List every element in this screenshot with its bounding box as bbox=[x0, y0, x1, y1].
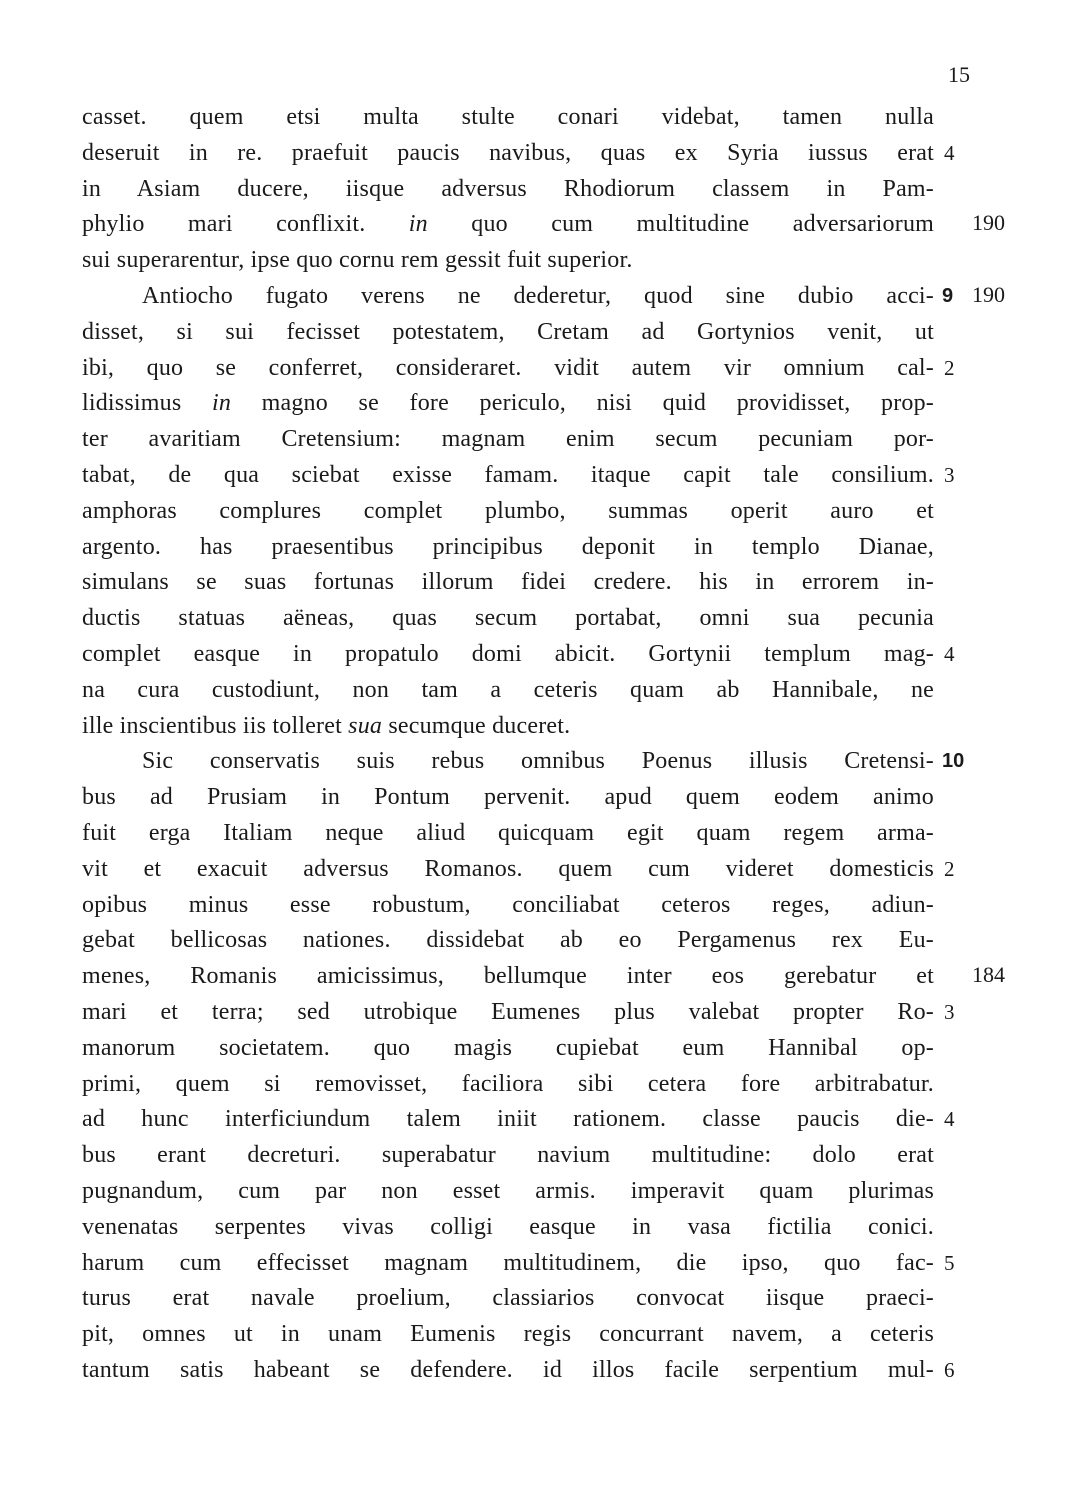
line-text bbox=[82, 1281, 934, 1317]
text-line bbox=[82, 530, 934, 566]
line-segment: ad hunc interficiundum talem iniit rationem. classe paucis die- bbox=[82, 1106, 934, 1133]
text-line bbox=[82, 1281, 934, 1317]
line-text bbox=[82, 1174, 934, 1210]
line-segment: manorum societatem. quo magis cupiebat eum Hannibal op- bbox=[82, 1034, 934, 1061]
line-segment: bus ad Prusiam in Pontum pervenit. apud quem eodem animo bbox=[82, 784, 934, 811]
line-segment: ibi, quo se conferret, consideraret. vidit autem vir omnium cal- bbox=[82, 354, 934, 381]
line-text bbox=[82, 100, 934, 136]
line-segment: casset. quem etsi multa stulte conari videbat, tamen nulla bbox=[82, 104, 934, 130]
text-line bbox=[82, 136, 955, 172]
line-segment: quo cum multitudine adversariorum bbox=[427, 211, 935, 238]
text-line bbox=[82, 780, 934, 816]
line-text bbox=[82, 780, 934, 816]
line-segment: mari et terra; sed utrobique Eumenes plus valebat propter Ro- bbox=[82, 998, 934, 1025]
text-line bbox=[82, 1067, 934, 1103]
line-segment: amphoras complures complet plumbo, summas operit auro et bbox=[82, 497, 934, 524]
chapter-number: 9 bbox=[942, 284, 954, 307]
line-text bbox=[82, 1138, 934, 1174]
line-segment: phylio mari conflixit. bbox=[82, 211, 409, 238]
margin-year: 190 bbox=[972, 281, 1005, 307]
section-number: 3 bbox=[944, 462, 955, 487]
section-number: 6 bbox=[944, 1357, 955, 1382]
line-segment: fuit erga Italiam neque aliud quicquam egit quam regem arma- bbox=[82, 819, 934, 846]
line-text bbox=[82, 136, 934, 172]
text-line bbox=[82, 422, 934, 458]
section-number: 3 bbox=[944, 999, 955, 1024]
text-line bbox=[82, 1031, 934, 1067]
line-text bbox=[82, 315, 934, 351]
text-line bbox=[82, 243, 934, 279]
line-segment: venenatas serpentes vivas colligi easque in vasa fictilia conici. bbox=[82, 1213, 934, 1240]
line-segment: menes, Romanis amicissimus, bellumque inter eos gerebatur et bbox=[82, 963, 934, 990]
line-segment: argento. has praesentibus principibus deponit in templo Dianae, bbox=[82, 533, 934, 560]
line-text bbox=[82, 816, 934, 852]
text-line bbox=[82, 458, 955, 494]
line-segment: deseruit in re. praefuit paucis navibus, quas ex Syria iussus erat bbox=[82, 139, 934, 166]
line-text bbox=[82, 1210, 934, 1246]
text-line bbox=[82, 1353, 955, 1389]
text-line bbox=[82, 565, 934, 601]
line-text bbox=[82, 1102, 934, 1138]
italic-segment: in bbox=[408, 211, 428, 238]
line-segment: na cura custodiunt, non tam a ceteris quam ab Hannibale, ne bbox=[82, 676, 934, 703]
line-text bbox=[82, 243, 934, 279]
italic-segment: sua bbox=[348, 712, 383, 739]
text-line bbox=[82, 1317, 934, 1353]
line-segment: vit et exacuit adversus Romanos. quem cum videret domesticis bbox=[82, 855, 934, 882]
line-segment: tantum satis habeant se defendere. id illos facile serpentium mul- bbox=[82, 1356, 934, 1383]
line-segment: gebat bellicosas nationes. dissidebat ab eo Pergamenus rex Eu- bbox=[82, 927, 934, 954]
line-text bbox=[82, 601, 934, 637]
line-text bbox=[82, 1246, 934, 1282]
text-line bbox=[82, 959, 1005, 995]
line-text bbox=[82, 351, 934, 387]
line-segment: lidissimus bbox=[82, 390, 212, 417]
line-text bbox=[82, 279, 934, 315]
line-segment: disset, si sui fecisset potestatem, Cretam ad Gortynios venit, ut bbox=[82, 318, 934, 345]
line-text bbox=[82, 1317, 934, 1353]
text-line bbox=[82, 816, 934, 852]
margin-year: 184 bbox=[972, 962, 1005, 988]
section-number: 2 bbox=[944, 856, 955, 881]
text-line bbox=[82, 995, 955, 1031]
line-segment: magno se fore periculo, nisi quid providisset, prop- bbox=[231, 390, 934, 417]
line-segment: bus erant decreturi. superabatur navium multitudine: dolo erat bbox=[82, 1142, 934, 1169]
line-text bbox=[82, 995, 934, 1031]
text-line bbox=[82, 744, 965, 780]
line-text bbox=[82, 1067, 934, 1103]
line-text bbox=[82, 207, 934, 243]
line-segment: in Asiam ducere, iisque adversus Rhodiorum classem in Pam- bbox=[82, 175, 934, 202]
text-line bbox=[82, 1138, 934, 1174]
line-text bbox=[82, 923, 934, 959]
line-segment: turus erat navale proelium, classiarios convocat iisque praeci- bbox=[82, 1285, 934, 1312]
text-line bbox=[82, 923, 934, 959]
body-text bbox=[82, 100, 1005, 1389]
line-segment: primi, quem si removisset, faciliora sibi cetera fore arbitrabatur. bbox=[82, 1070, 934, 1097]
line-text bbox=[82, 565, 934, 601]
line-text bbox=[82, 494, 934, 530]
text-line bbox=[82, 888, 934, 924]
chapter-number: 10 bbox=[942, 750, 965, 773]
line-text bbox=[82, 959, 934, 995]
text-line bbox=[82, 673, 934, 709]
text-line bbox=[82, 315, 934, 351]
line-segment: sui superarentur, ipse quo cornu rem gessit fuit superior. bbox=[82, 247, 633, 274]
italic-segment: in bbox=[211, 390, 232, 417]
text-line bbox=[82, 279, 1005, 315]
line-text bbox=[82, 637, 934, 673]
line-segment: ille inscientibus iis tolleret bbox=[82, 712, 349, 739]
text-line bbox=[82, 386, 934, 422]
line-segment: ductis statuas aëneas, quas secum portabat, omni sua pecunia bbox=[82, 605, 934, 632]
margin-year: 190 bbox=[972, 210, 1005, 236]
line-text bbox=[82, 172, 934, 208]
line-text bbox=[82, 709, 934, 745]
line-segment: harum cum effecisset magnam multitudinem, die ipso, quo fac- bbox=[82, 1249, 934, 1276]
line-text bbox=[82, 458, 934, 494]
line-segment: Sic conservatis suis rebus omnibus Poenus illusis Cretensi- bbox=[142, 748, 934, 775]
text-line bbox=[82, 1174, 934, 1210]
line-text bbox=[82, 422, 934, 458]
line-text bbox=[82, 1031, 934, 1067]
line-text bbox=[82, 673, 934, 709]
text-line bbox=[82, 1102, 955, 1138]
line-segment: pit, omnes ut in unam Eumenis regis concurrant navem, a ceteris bbox=[82, 1321, 934, 1348]
line-segment: simulans se suas fortunas illorum fidei credere. his in errorem in- bbox=[82, 569, 934, 596]
text-line bbox=[82, 601, 934, 637]
text-line bbox=[82, 351, 955, 387]
text-line bbox=[82, 100, 934, 136]
line-segment: Antiocho fugato verens ne dederetur, quod sine dubio acci- bbox=[142, 282, 934, 309]
text-line bbox=[82, 1210, 934, 1246]
section-number: 4 bbox=[944, 140, 955, 165]
line-segment: complet easque in propatulo domi abicit. Gortynii templum mag- bbox=[82, 640, 934, 667]
line-segment: opibus minus esse robustum, conciliabat ceteros reges, adiun- bbox=[82, 891, 934, 918]
text-line bbox=[82, 709, 934, 745]
line-text bbox=[82, 852, 934, 888]
line-text bbox=[82, 530, 934, 566]
line-segment: ter avaritiam Cretensium: magnam enim secum pecuniam por- bbox=[82, 426, 934, 453]
text-line bbox=[82, 1246, 955, 1282]
line-text bbox=[82, 1353, 934, 1389]
section-number: 4 bbox=[944, 641, 955, 666]
line-segment: tabat, de qua sciebat exisse famam. itaque capit tale consilium. bbox=[82, 461, 934, 488]
text-line bbox=[82, 852, 955, 888]
section-number: 5 bbox=[944, 1250, 955, 1275]
line-segment: secumque duceret. bbox=[382, 712, 571, 739]
line-segment: pugnandum, cum par non esset armis. imperavit quam plurimas bbox=[82, 1177, 934, 1204]
line-text bbox=[82, 744, 934, 780]
text-line bbox=[82, 494, 934, 530]
text-line bbox=[82, 637, 955, 673]
line-text bbox=[82, 386, 934, 422]
section-number: 2 bbox=[944, 355, 955, 380]
page-number: 15 bbox=[948, 62, 970, 87]
line-text bbox=[82, 888, 934, 924]
text-line bbox=[82, 207, 1005, 243]
section-number: 4 bbox=[944, 1107, 955, 1132]
text-line bbox=[82, 172, 934, 208]
